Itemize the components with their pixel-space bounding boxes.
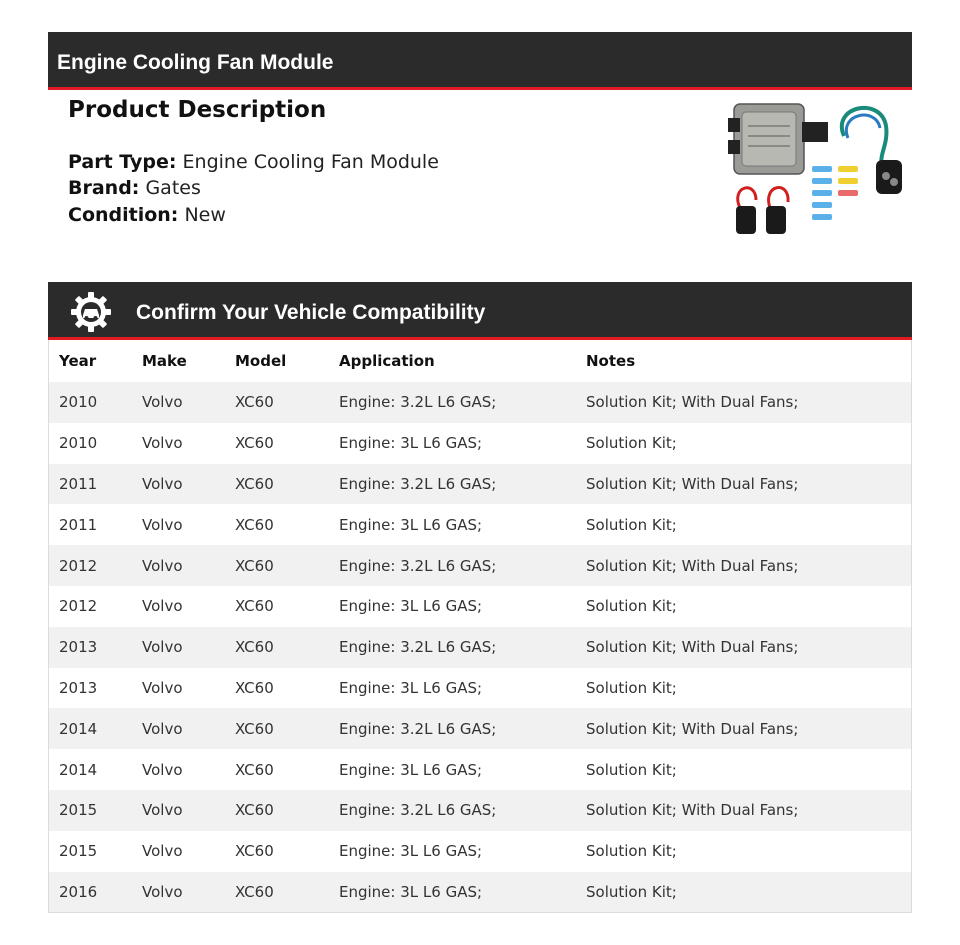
product-image [726, 96, 912, 244]
cell-model: XC60 [225, 790, 329, 831]
spec-brand [68, 177, 201, 199]
column-header-make: Make [142, 352, 187, 370]
cell-application: Engine: 3L L6 GAS; [329, 504, 576, 545]
cell-make: Volvo [132, 790, 225, 831]
cell-year: 2011 [49, 504, 132, 545]
cell-make: Volvo [132, 382, 225, 423]
cell-application: Engine: 3.2L L6 GAS; [329, 708, 576, 749]
cell-year: 2016 [49, 872, 132, 913]
cell-notes: Solution Kit; [576, 668, 911, 709]
column-header-notes: Notes [586, 352, 636, 370]
cell-model: XC60 [225, 627, 329, 668]
cell-application: Engine: 3L L6 GAS; [329, 586, 576, 627]
cell-notes: Solution Kit; [576, 872, 911, 913]
cell-application: Engine: 3L L6 GAS; [329, 831, 576, 872]
column-header-year: Year [59, 352, 97, 370]
cell-application: Engine: 3.2L L6 GAS; [329, 627, 576, 668]
cell-notes: Solution Kit; With Dual Fans; [576, 790, 911, 831]
spec-label: Brand: [68, 177, 140, 199]
cell-application: Engine: 3L L6 GAS; [329, 749, 576, 790]
cell-make: Volvo [132, 872, 225, 913]
compatibility-table [49, 340, 911, 912]
column-header-application: Application [339, 352, 435, 370]
cell-make: Volvo [132, 504, 225, 545]
spec-condition [68, 204, 226, 226]
cell-model: XC60 [225, 749, 329, 790]
table-row [49, 749, 911, 790]
cell-notes: Solution Kit; With Dual Fans; [576, 382, 911, 423]
cell-make: Volvo [132, 464, 225, 505]
spec-value: New [184, 204, 226, 226]
cell-notes: Solution Kit; With Dual Fans; [576, 545, 911, 586]
table-row [49, 504, 911, 545]
cell-notes: Solution Kit; [576, 586, 911, 627]
product-description-heading: Product Description [68, 97, 327, 123]
product-title-bar [48, 32, 912, 90]
cell-application: Engine: 3.2L L6 GAS; [329, 382, 576, 423]
cell-make: Volvo [132, 545, 225, 586]
table-header-row [49, 340, 911, 382]
cell-make: Volvo [132, 423, 225, 464]
cell-year: 2015 [49, 790, 132, 831]
cell-notes: Solution Kit; [576, 504, 911, 545]
cell-year: 2015 [49, 831, 132, 872]
cell-year: 2013 [49, 668, 132, 709]
cell-application: Engine: 3.2L L6 GAS; [329, 545, 576, 586]
cell-application: Engine: 3L L6 GAS; [329, 668, 576, 709]
cell-notes: Solution Kit; With Dual Fans; [576, 627, 911, 668]
cell-application: Engine: 3L L6 GAS; [329, 423, 576, 464]
table-row [49, 586, 911, 627]
cell-model: XC60 [225, 545, 329, 586]
cell-application: Engine: 3L L6 GAS; [329, 872, 576, 913]
cell-make: Volvo [132, 749, 225, 790]
cell-year: 2012 [49, 545, 132, 586]
cell-year: 2010 [49, 423, 132, 464]
table-row [49, 708, 911, 749]
table-row [49, 668, 911, 709]
cell-application: Engine: 3.2L L6 GAS; [329, 464, 576, 505]
cell-notes: Solution Kit; With Dual Fans; [576, 708, 911, 749]
compatibility-table-container [48, 340, 912, 913]
cell-model: XC60 [225, 464, 329, 505]
cell-model: XC60 [225, 831, 329, 872]
cell-notes: Solution Kit; With Dual Fans; [576, 464, 911, 505]
cell-application: Engine: 3.2L L6 GAS; [329, 790, 576, 831]
table-row [49, 545, 911, 586]
spec-value: Engine Cooling Fan Module [182, 151, 439, 173]
cell-notes: Solution Kit; [576, 749, 911, 790]
cell-model: XC60 [225, 872, 329, 913]
cell-make: Volvo [132, 586, 225, 627]
cell-model: XC60 [225, 382, 329, 423]
cell-year: 2012 [49, 586, 132, 627]
cell-year: 2011 [49, 464, 132, 505]
cell-year: 2014 [49, 708, 132, 749]
cell-model: XC60 [225, 423, 329, 464]
cell-make: Volvo [132, 668, 225, 709]
cell-notes: Solution Kit; [576, 423, 911, 464]
table-row [49, 382, 911, 423]
spec-value: Gates [145, 177, 201, 199]
cell-model: XC60 [225, 668, 329, 709]
spec-part-type [68, 151, 439, 173]
cell-model: XC60 [225, 708, 329, 749]
table-row [49, 423, 911, 464]
compatibility-bar [48, 282, 912, 340]
compatibility-title: Confirm Your Vehicle Compatibility [136, 301, 486, 324]
cell-notes: Solution Kit; [576, 831, 911, 872]
cell-make: Volvo [132, 708, 225, 749]
cell-model: XC60 [225, 586, 329, 627]
table-row [49, 464, 911, 505]
cell-make: Volvo [132, 831, 225, 872]
gear-car-icon [70, 291, 112, 333]
cell-year: 2013 [49, 627, 132, 668]
cell-model: XC60 [225, 504, 329, 545]
cell-year: 2014 [49, 749, 132, 790]
table-row [49, 831, 911, 872]
table-row [49, 790, 911, 831]
cell-make: Volvo [132, 627, 225, 668]
table-row [49, 627, 911, 668]
product-title: Engine Cooling Fan Module [57, 51, 334, 74]
spec-label: Condition: [68, 204, 179, 226]
table-row [49, 872, 911, 913]
spec-label: Part Type: [68, 151, 177, 173]
column-header-model: Model [235, 352, 287, 370]
cell-year: 2010 [49, 382, 132, 423]
